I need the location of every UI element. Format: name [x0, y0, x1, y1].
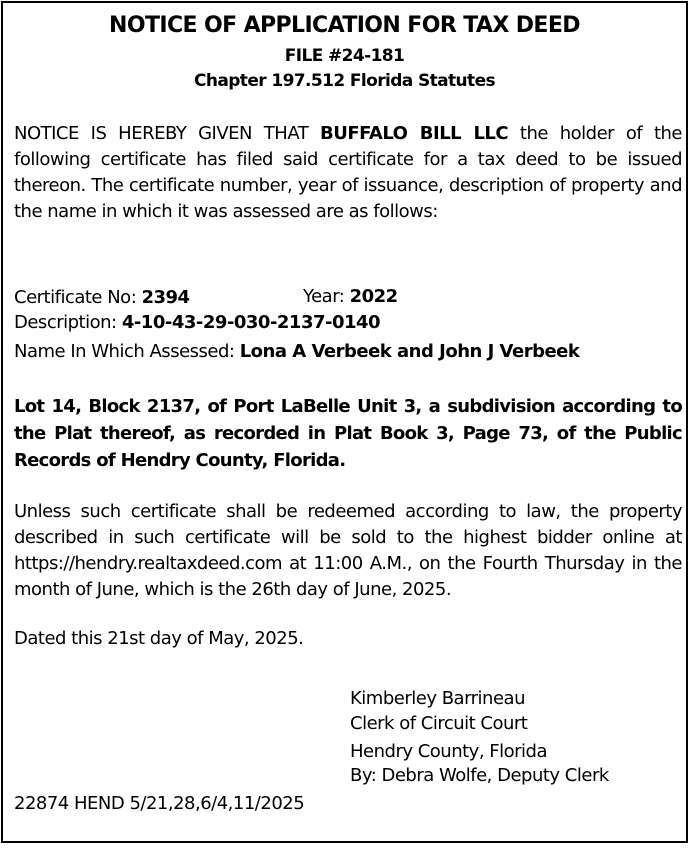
assessed-name-line: [14, 340, 579, 364]
sale-notice-paragraph: Unless such certificate shall be redeemed according to law, the property described in such certificate will be sold to the highest bidder online at https://hendry.realtaxdeed.com at 11:00 A.M., on the Fourth Thursday in the month of June, which is the 26th day of June, 2025.: [14, 501, 682, 600]
legal-notice: [1, 1, 688, 843]
certificate-year-line: [303, 286, 398, 307]
legal-description: Lot 14, Block 2137, of Port LaBelle Unit 3, a subdivision according to the Plat thereof, as recorded in Plat Book 3, Page 73, of the Public Records of Hendry County, Florida.: [14, 396, 682, 471]
clerk-name: Kimberley Barrineau: [350, 688, 525, 709]
certificate-year: 2022: [349, 286, 398, 307]
assessed-name: Lona A Verbeek and John J Verbeek: [239, 341, 580, 362]
description-label: Description:: [14, 312, 122, 333]
certificate-year-label: Year:: [303, 286, 350, 307]
intro-lead: NOTICE IS HEREBY GIVEN THAT: [14, 123, 321, 144]
deputy-clerk: By: Debra Wolfe, Deputy Clerk: [350, 765, 609, 786]
certificate-number: 2394: [141, 287, 190, 308]
dated-line: Dated this 21st day of May, 2025.: [14, 628, 304, 649]
assessed-name-label: Name In Which Assessed:: [14, 341, 240, 362]
notice-title: NOTICE OF APPLICATION FOR TAX DEED: [109, 13, 580, 38]
certificate-holder: BUFFALO BILL LLC: [320, 123, 509, 144]
parcel-number: 4-10-43-29-030-2137-0140: [121, 312, 381, 333]
file-number: FILE #24-181: [284, 46, 405, 66]
publication-footer: 22874 HEND 5/21,28,6/4,11/2025: [14, 793, 305, 814]
intro-rest: the holder of the following certificate has filed said certificate for a tax deed to be issued thereon. The certificate number, year of issuance, description of property and the name in which it was assessed are as follows:: [14, 123, 683, 222]
statute-reference: Chapter 197.512 Florida Statutes: [193, 71, 496, 91]
certificate-number-line: [14, 286, 190, 310]
clerk-county: Hendry County, Florida: [350, 741, 547, 762]
certificate-number-label: Certificate No:: [14, 287, 142, 308]
intro-paragraph: [14, 121, 682, 225]
description-line: [14, 311, 380, 335]
clerk-title: Clerk of Circuit Court: [350, 713, 528, 734]
